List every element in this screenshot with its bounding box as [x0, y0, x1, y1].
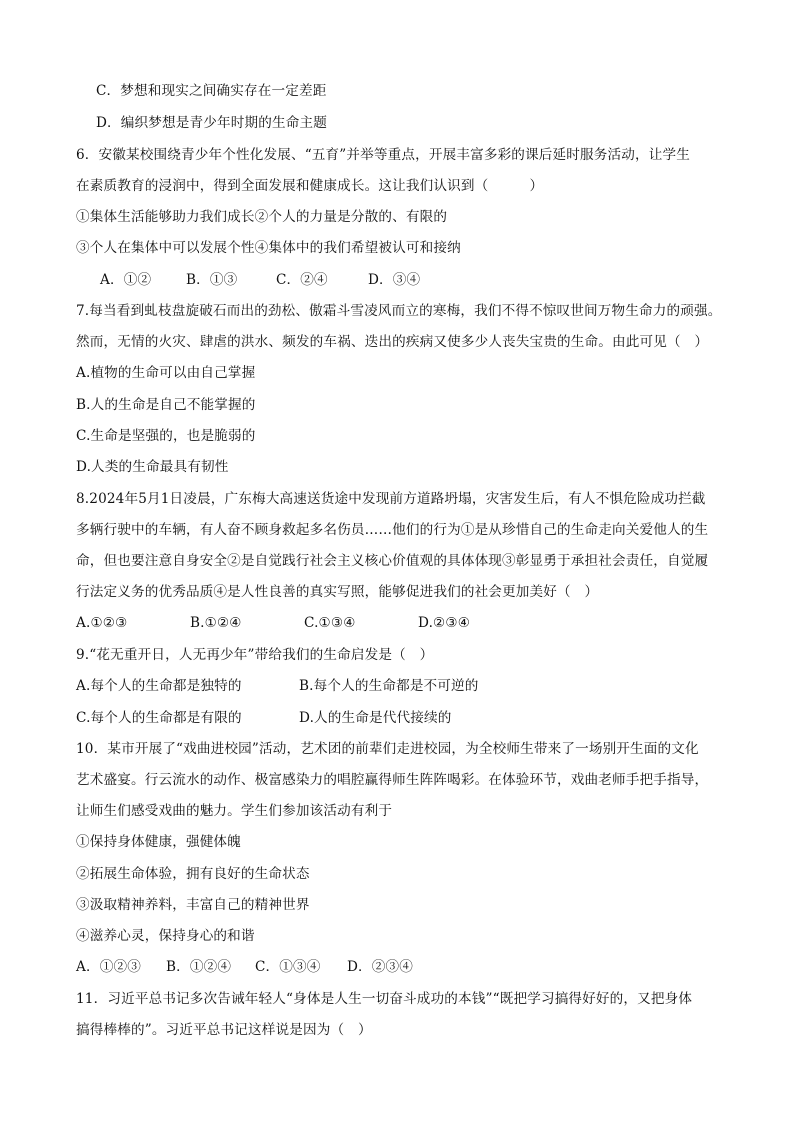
q10-statement-3: ③汲取精神养料，丰富自己的精神世界 [76, 897, 310, 913]
q6-option-c: C．②④ [276, 272, 328, 288]
q8-option-a: A.①②③ [76, 615, 128, 631]
q10-option-b: B．①②④ [166, 959, 232, 975]
q6-option-b: B．①③ [186, 272, 238, 288]
q8-stem-line4: 行法定义务的优秀品质④是人性良善的真实写照，能够促进我们的社会更加美好（ ） [76, 584, 599, 600]
q6-options [100, 271, 420, 289]
q9-option-c: C.每个人的生命都是有限的 [76, 710, 242, 726]
q10-option-c: C．①③④ [255, 959, 321, 975]
q11-stem-line2: 搞得棒棒的”。习近平总书记这样说是因为（ ） [76, 1022, 372, 1038]
q10-stem-line1: 10．某市开展了“戏曲进校园”活动，艺术团的前辈们走进校园，为全校师生带来了一场别开生面的文化 [76, 741, 699, 757]
q8-stem-line2: 多辆行驶中的车辆，有人奋不顾身救起多名伤员……他们的行为①是从珍惜自己的生命走向关爱他人的生 [76, 522, 709, 538]
q8-stem-line1: 8.2024年5月1日凌晨，广东梅大高速送货途中发现前方道路坍塌，灾害发生后，有人不惧危险成功拦截 [76, 491, 706, 507]
q6-option-d: D．③④ [368, 272, 421, 288]
q10-stem-line2: 艺术盛宴。行云流水的动作、极富感染力的唱腔赢得师生阵阵喝彩。在体验环节，戏曲老师手把手指导， [76, 772, 709, 788]
q9-stem: 9.“花无重开日，人无再少年”带给我们的生命启发是（ ） [76, 647, 434, 663]
q8-options [76, 614, 470, 632]
q5-option-d: D．编织梦想是青少年时期的生命主题 [96, 115, 327, 131]
q7-stem-line2: 然而，无情的火灾、肆虐的洪水、频发的车祸、迭出的疾病又使多少人丧失宝贵的生命。由此可见（ ） [76, 334, 709, 350]
q10-options [76, 958, 413, 976]
q6-statements-line2: ③个人在集体中可以发展个性④集体中的我们希望被认可和接纳 [76, 240, 461, 256]
q7-stem-line1: 7.每当看到虬枝盘旋破石而出的劲松、傲霜斗雪凌风而立的寒梅，我们不得不惊叹世间万物生命力的顽强。 [76, 303, 722, 319]
q9-option-b: B.每个人的生命都是不可逆的 [299, 678, 479, 694]
q8-option-b: B.①②④ [190, 615, 242, 631]
q10-statement-2: ②拓展生命体验，拥有良好的生命状态 [76, 866, 310, 882]
q7-option-d: D.人类的生命最具有韧性 [76, 459, 229, 475]
q10-statement-1: ①保持身体健康，强健体魄 [76, 834, 241, 850]
q9-option-d: D.人的生命是代代接续的 [299, 710, 452, 726]
q8-stem-line3: 命，但也要注意自身安全②是自觉践行社会主义核心价值观的具体体现③彰显勇于承担社会责任，自觉履 [76, 553, 709, 569]
q6-statements-line1: ①集体生活能够助力我们成长②个人的力量是分散的、有限的 [76, 209, 448, 225]
q8-option-d: D.②③④ [418, 615, 471, 631]
q6-stem-line2: 在素质教育的浸润中，得到全面发展和健康成长。这让我们认识到（ ） [76, 178, 544, 194]
q10-option-d: D．②③④ [347, 959, 414, 975]
q8-option-c: C.①③④ [304, 615, 356, 631]
q10-statement-4: ④滋养心灵，保持身心的和谐 [76, 928, 255, 944]
q7-option-b: B.人的生命是自己不能掌握的 [76, 397, 256, 413]
q7-option-a: A.植物的生命可以由自己掌握 [76, 365, 256, 381]
q5-option-c: C．梦想和现实之间确实存在一定差距 [96, 83, 327, 99]
q11-stem-line1: 11．习近平总书记多次告诫年轻人“身体是人生一切奋斗成功的本钱”“既把学习搞得好好的，又把身体 [76, 991, 693, 1007]
q6-stem-line1: 6．安徽某校围绕青少年个性化发展、“五育”并举等重点，开展丰富多彩的课后延时服务活动，让学生 [76, 147, 690, 163]
q10-stem-line3: 让师生们感受戏曲的魅力。学生们参加该活动有利于 [76, 803, 393, 819]
q10-option-a: A．①②③ [76, 959, 141, 975]
q9-option-a: A.每个人的生命都是独特的 [76, 678, 242, 694]
q6-option-a: A．①② [100, 272, 152, 288]
q7-option-c: C.生命是坚强的，也是脆弱的 [76, 428, 256, 444]
